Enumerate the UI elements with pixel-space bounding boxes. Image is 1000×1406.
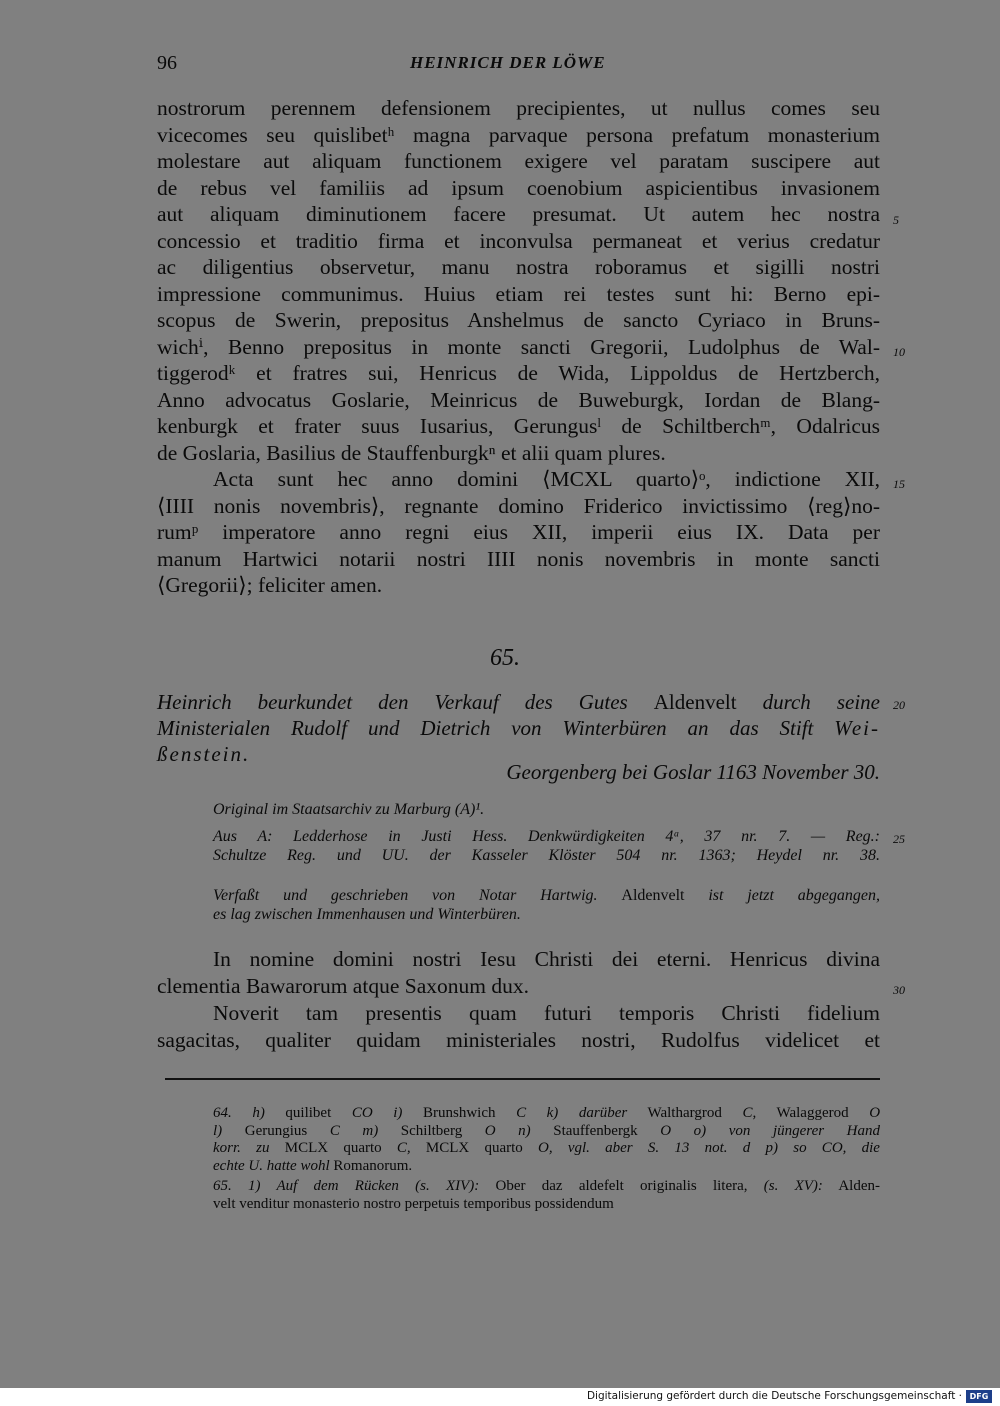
text-line: Anno advocatus Goslarie, Meinricus de Buweburgk, Iordan de Blang- — [157, 387, 880, 412]
text-line: In nomine domini nostri Iesu Christi dei eterni. Henricus divina — [213, 947, 880, 971]
fn-text: CO — [351, 1105, 373, 1121]
text-line: de Goslaria, Basilius de Stauffenburgkⁿ et alii quam plures. — [157, 440, 666, 465]
running-head: HEINRICH DER LÖWE — [410, 53, 606, 72]
text-line: ac diligentius observetur, manu nostra roboramus et sigilli nostri — [157, 255, 880, 279]
fn-text: MCLX quarto — [269, 1140, 397, 1156]
fn-text: Ober daz aldefelt originalis litera, — [479, 1178, 764, 1194]
fn-text: (s. XV): — [763, 1178, 823, 1194]
fn-text: C — [516, 1105, 527, 1121]
footnote-line — [213, 1140, 880, 1158]
fn-text: i) — [372, 1105, 403, 1121]
margin-line-number: 15 — [893, 477, 905, 491]
fn-text: O — [484, 1122, 496, 1139]
fn-text: Alden- — [822, 1178, 880, 1194]
fn-text: O, vgl. aber S. 13 not. d — [538, 1140, 751, 1156]
text-line: tiggerodᵏ et fratres sui, Henricus de Wida, Lippoldus de Hertzberch, — [157, 361, 880, 385]
text-line: molestare aut aliquam functionem exigere vel paratam suscipere aut — [157, 149, 880, 173]
fn-text: m) — [339, 1122, 379, 1139]
fn-text: MCLX quarto — [410, 1140, 539, 1156]
regest-line — [157, 689, 880, 715]
fn-text: n) — [495, 1122, 531, 1139]
fn-text: o) von jüngerer Hand — [671, 1122, 880, 1139]
text-line: manum Hartwici notarii nostri IIII nonis novembris in monte sancti — [157, 546, 880, 571]
footnote-line: velt venditur monasterio nostro perpetuis temporibus possidendum — [213, 1195, 614, 1212]
footnote-line — [213, 1123, 880, 1141]
text-line: clementia Bawarorum atque Saxonum dux. — [157, 974, 529, 998]
document-number: 65. — [490, 645, 520, 671]
margin-line-number: 10 — [893, 345, 905, 359]
fn-text: C — [329, 1122, 340, 1139]
fn-text: Romanorum. — [329, 1157, 413, 1174]
fn-text: O — [660, 1122, 672, 1139]
text-line: Noverit tam presentis quam futuri temporis Christi fidelium — [213, 1001, 880, 1025]
fn-text: 64. h) — [213, 1105, 265, 1121]
fn-text: l) — [213, 1122, 223, 1139]
fn-text: echte U. hatte wohl — [213, 1157, 330, 1174]
regest-line: ßenstein. — [157, 742, 251, 766]
text-line: ⟨Gregorii⟩; feliciter amen. — [157, 573, 383, 597]
text-line: rumᵖ imperatore anno regni eius XII, imperii eius IX. Data per — [157, 520, 880, 544]
text-line: scopus de Swerin, prepositus Anshelmus de sancto Cyriaco in Bruns- — [157, 308, 880, 332]
note-text: ist jetzt abgegangen, — [684, 887, 881, 904]
footer-credit: Digitalisierung gefördert durch die Deutsche Forschungsgemeinschaft · — [586, 1390, 962, 1402]
regest-place-name: Wei- — [834, 716, 880, 740]
note-line: Schultze Reg. und UU. der Kasseler Klöster 504 nr. 1363; Heydel nr. 38. — [213, 847, 880, 864]
margin-line-number: 5 — [893, 213, 899, 227]
regest-text: Ministerialen Rudolf und Dietrich von Winterbüren an das Stift — [157, 716, 835, 740]
footnote-line — [213, 1178, 880, 1196]
fn-text: C, — [396, 1140, 411, 1156]
fn-text: Brunshwich — [402, 1105, 517, 1121]
note-line: Aus A: Ledderhose in Justi Hess. Denkwürdigkeiten 4ᵃ, 37 nr. 7. — Reg.: — [213, 828, 880, 845]
dfg-logo[interactable]: DFG — [966, 1390, 992, 1403]
text-line: ⟨IIII nonis novembris⟩, regnante domino Friderico invictissimo ⟨reg⟩no- — [157, 493, 880, 518]
fn-text: Walaggerod — [756, 1105, 870, 1121]
text-line: kenburgk et frater suus Iusarius, Gerungusˡ de Schiltberchᵐ, Odalricus — [157, 414, 880, 438]
note-line: Original im Staatsarchiv zu Marburg (A)¹. — [213, 801, 485, 818]
footnote-rule — [165, 1078, 880, 1080]
note-text: Verfaßt und geschrieben von Notar Hartwig. — [213, 887, 622, 904]
text-line: nostrorum perennem defensionem precipientes, ut nullus comes seu — [157, 96, 880, 120]
regest-text: durch seine — [736, 690, 880, 714]
text-line: Acta sunt hec anno domini ⟨MCXL quarto⟩ᵒ, indictione XII, — [213, 467, 880, 491]
fn-text: Stauffenbergk — [530, 1122, 661, 1139]
note-line — [213, 886, 880, 905]
regest-line — [157, 715, 880, 741]
note-place-name: Aldenvelt — [621, 887, 685, 904]
text-line: concessio et traditio firma et inconvulsa permaneat et verius credatur — [157, 228, 880, 253]
fn-text: C, — [742, 1105, 757, 1121]
dateline: Georgenberg bei Goslar 1163 November 30. — [506, 760, 880, 784]
regest-text: Heinrich beurkundet den Verkauf des Gutes — [157, 690, 654, 714]
footer-bar — [0, 1388, 1000, 1406]
page-number: 96 — [157, 52, 177, 74]
text-line: aut aliquam diminutionem facere presumat. Ut autem hec nostra — [157, 202, 880, 226]
footnote-line — [213, 1105, 880, 1123]
fn-text: Walthargrod — [627, 1105, 743, 1121]
fn-text: O — [869, 1105, 881, 1121]
fn-text: k) darüber — [526, 1105, 628, 1121]
text-line: sagacitas, qualiter quidam ministeriales nostri, Rudolfus videlicet et — [157, 1028, 880, 1052]
note-line: es lag zwischen Immenhausen und Winterbüren. — [213, 906, 521, 923]
fn-text: 65. 1) Auf dem Rücken (s. XIV): — [213, 1178, 480, 1194]
fn-text: Gerungius — [222, 1122, 330, 1139]
fn-text: Schiltberg — [378, 1122, 485, 1139]
text-line: wichⁱ, Benno prepositus in monte sancti Gregorii, Ludolphus de Wal- — [157, 334, 880, 359]
fn-text: quilibet — [264, 1105, 352, 1121]
margin-line-number: 20 — [893, 698, 905, 712]
text-line: de rebus vel familiis ad ipsum coenobium aspicientibus invasionem — [157, 175, 880, 200]
regest-place-name: Aldenvelt — [653, 690, 737, 714]
margin-line-number: 30 — [893, 983, 905, 997]
text-line: impressione communimus. Huius etiam rei testes sunt hi: Berno epi- — [157, 281, 880, 306]
fn-text: korr. zu — [213, 1140, 270, 1156]
margin-line-number: 25 — [893, 832, 905, 846]
fn-text: p) so CO, die — [750, 1140, 880, 1156]
footnote-line — [213, 1158, 880, 1176]
text-line: vicecomes seu quislibetʰ magna parvaque persona prefatum monasterium — [157, 122, 880, 147]
